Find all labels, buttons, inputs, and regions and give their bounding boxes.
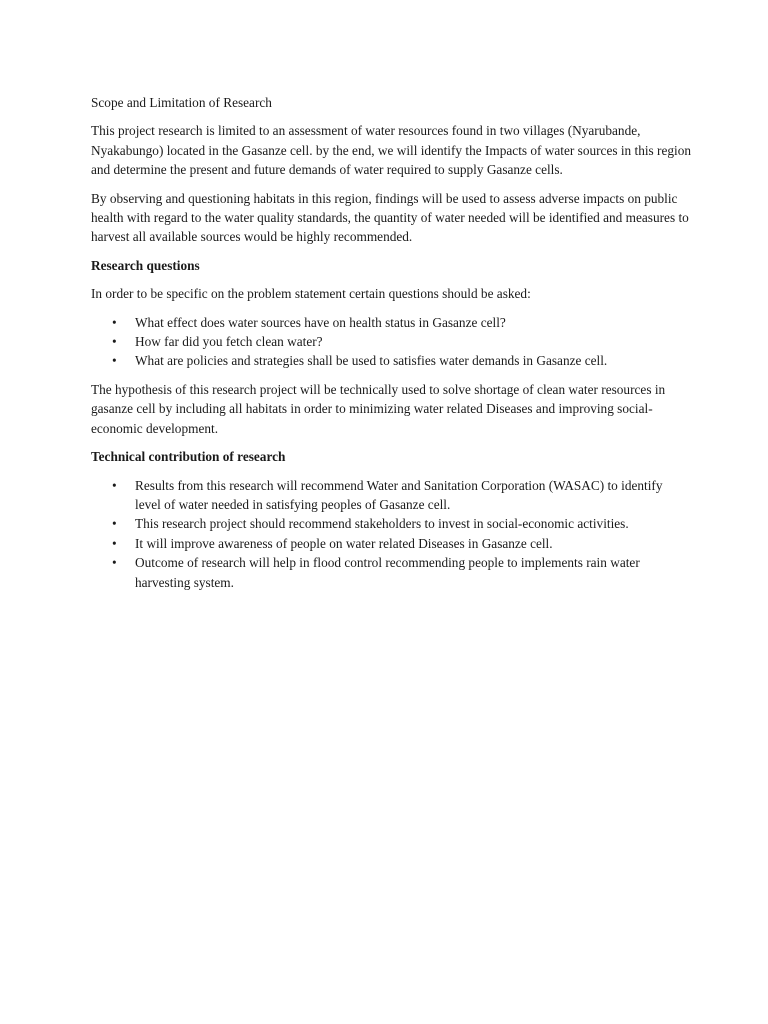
list-item [91, 553, 691, 592]
bullet-icon: • [112, 477, 117, 493]
question-text: What effect does water sources have on health status in Gasanze cell? [135, 314, 506, 330]
bullet-icon: • [112, 535, 117, 551]
hypothesis-paragraph: The hypothesis of this research project will be technically used to solve shortage of clean water resources in gasanze cell by including all habitats in order to minimizing water related Diseases and improving social-economic development. [91, 381, 666, 436]
list-item [91, 476, 691, 515]
document-page [91, 93, 691, 601]
contribution-text: It will improve awareness of people on water related Diseases in Gasanze cell. [135, 535, 553, 551]
scope-heading: Scope and Limitation of Research [91, 95, 272, 110]
list-item [91, 313, 691, 332]
contribution-text: Outcome of research will help in flood control recommending people to implements rain water harvesting system. [135, 555, 640, 590]
bullet-icon: • [112, 314, 117, 330]
questions-list [91, 313, 691, 371]
technical-contribution-heading: Technical contribution of research [91, 449, 286, 465]
bullet-icon: • [112, 334, 117, 350]
list-item [91, 534, 691, 553]
list-item [91, 514, 691, 533]
question-text: How far did you fetch clean water? [135, 334, 323, 350]
questions-intro: In order to be specific on the problem statement certain questions should be asked: [91, 286, 531, 302]
bullet-icon: • [112, 516, 117, 532]
scope-paragraph-2: By observing and questioning habitats in this region, findings will be used to assess adverse impacts on public health with regard to the water quality standards, the quantity of water needed will be identified and measures to harvest all available sources would be highly recommended. [91, 190, 689, 245]
research-questions-heading: Research questions [91, 257, 200, 273]
list-item [91, 332, 691, 351]
bullet-icon: • [112, 353, 117, 369]
list-item [91, 351, 691, 370]
scope-paragraph-1: This project research is limited to an assessment of water resources found in two villages (Nyarubande, Nyakabungo) located in the Gasanze cell. by the end, we will identify the Impacts of water sources in this region and determine the present and future demands of water required to supply Gasanze cells. [91, 123, 692, 178]
contribution-text: Results from this research will recommend Water and Sanitation Corporation (WASAC) to identify level of water needed in satisfying peoples of Gasanze cell. [135, 477, 663, 512]
bullet-icon: • [112, 555, 117, 571]
question-text: What are policies and strategies shall be used to satisfies water demands in Gasanze cell. [135, 353, 608, 369]
contribution-text: This research project should recommend stakeholders to invest in social-economic activities. [135, 516, 629, 532]
contributions-list [91, 476, 691, 592]
